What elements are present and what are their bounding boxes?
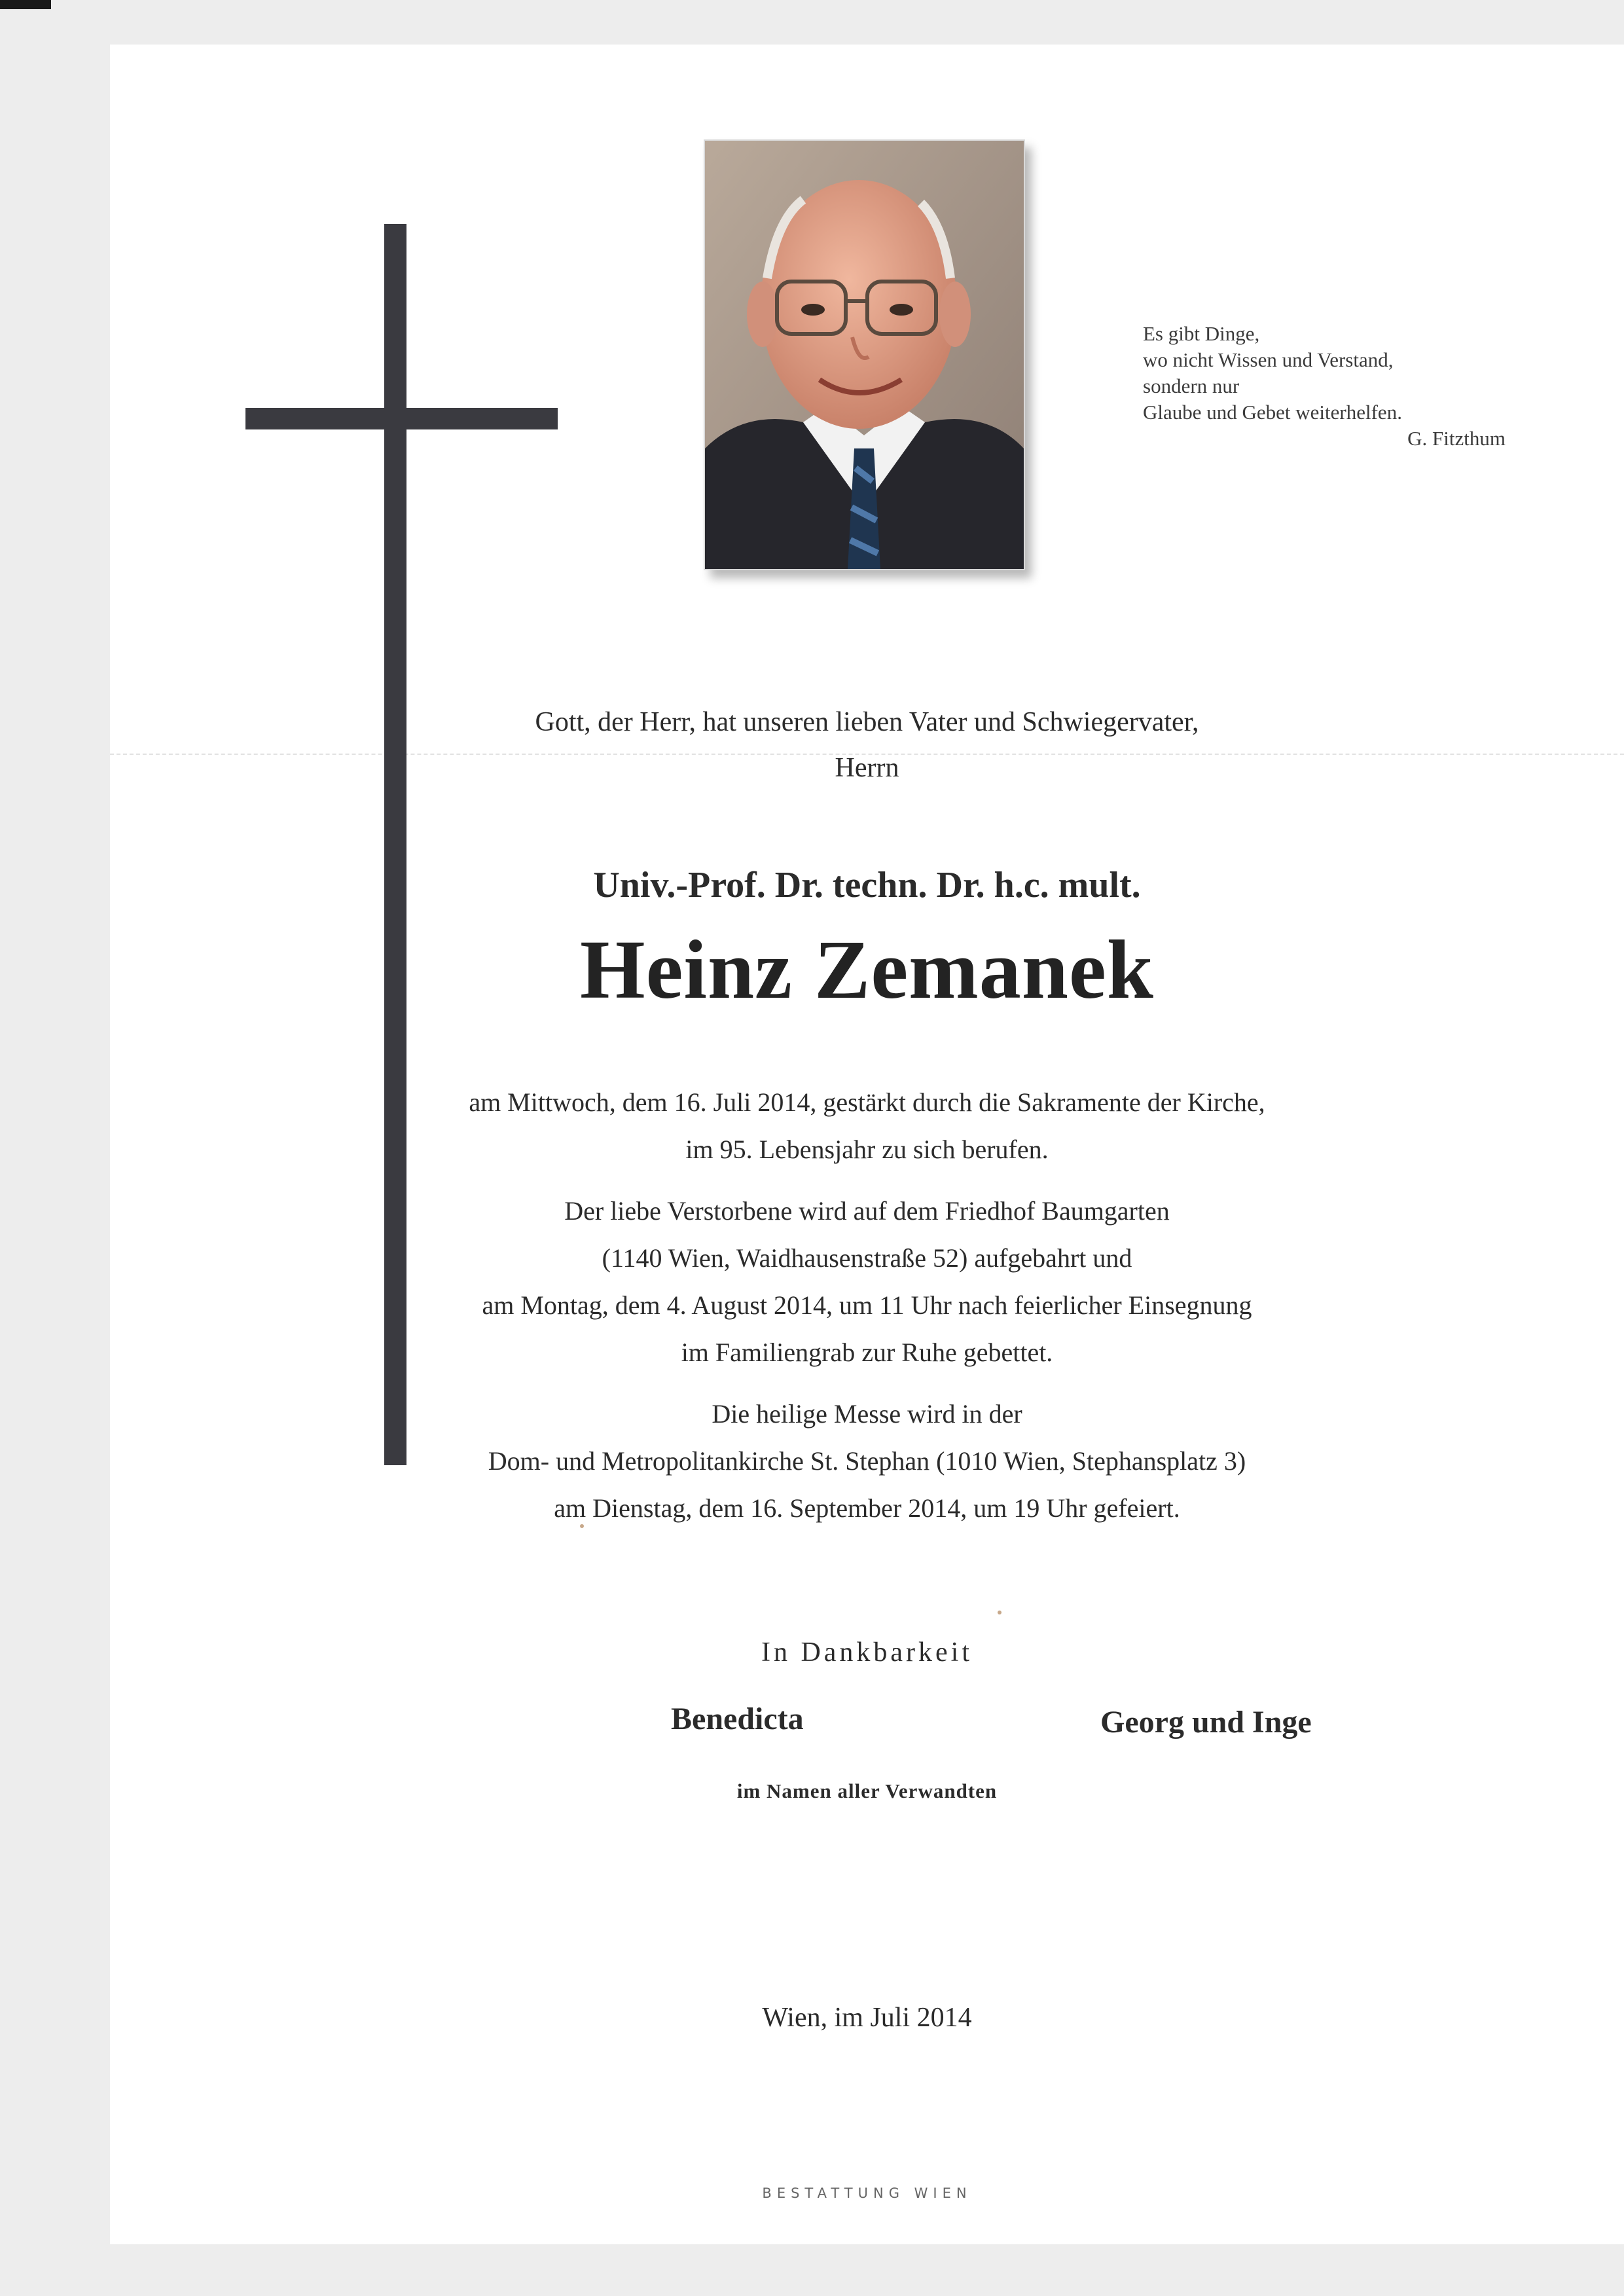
- quote-line: Glaube und Gebet weiterhelfen.: [1143, 401, 1402, 424]
- quote-line: Es gibt Dinge,: [1143, 322, 1260, 345]
- scan-edge-mark: [0, 0, 51, 9]
- burial-line: Der liebe Verstorbene wird auf dem Friedhof Baumgarten: [564, 1196, 1170, 1226]
- death-line: am Mittwoch, dem 16. Juli 2014, gestärkt durch die Sakramente der Kirche,: [469, 1087, 1265, 1117]
- place-date: Wien, im Juli 2014: [762, 2003, 972, 2033]
- death-line: im 95. Lebensjahr zu sich berufen.: [685, 1135, 1049, 1164]
- mass-line: Die heilige Messe wird in der: [712, 1399, 1022, 1429]
- burial-line: (1140 Wien, Waidhausenstraße 52) aufgebahrt und: [602, 1243, 1132, 1273]
- quote-author: G. Fitzthum: [1407, 427, 1506, 450]
- family-note: im Namen aller Verwandten: [736, 1779, 998, 1802]
- intro-line: Gott, der Herr, hat unseren lieben Vater und Schwiegervater,: [535, 707, 1199, 737]
- deceased-name: Heinz Zemanek: [580, 923, 1154, 1016]
- portrait-photo: [704, 139, 1025, 570]
- funeral-home-footer: BESTATTUNG WIEN: [762, 2185, 972, 2201]
- paper-speck: [998, 1611, 1001, 1614]
- paper-speck: [580, 1524, 584, 1528]
- epitaph-quote: [1143, 321, 1509, 452]
- academic-titles: Univ.-Prof. Dr. techn. Dr. h.c. mult.: [593, 865, 1141, 905]
- mourner-left: Benedicta: [671, 1702, 804, 1736]
- details-block: [110, 1079, 1624, 1532]
- burial-line: im Familiengrab zur Ruhe gebettet.: [681, 1338, 1053, 1367]
- mass-line: am Dienstag, dem 16. September 2014, um 19 Uhr gefeiert.: [554, 1493, 1180, 1523]
- quote-line: sondern nur: [1143, 374, 1240, 397]
- burial-line: am Montag, dem 4. August 2014, um 11 Uhr nach feierlicher Einsegnung: [482, 1290, 1252, 1320]
- gratitude-heading: In Dankbarkeit: [761, 1637, 973, 1667]
- intro-block: [110, 699, 1624, 791]
- mass-line: Dom- und Metropolitankirche St. Stephan (1010 Wien, Stephansplatz 3): [488, 1446, 1246, 1476]
- salutation: Herrn: [835, 753, 899, 783]
- parte-sheet: [110, 45, 1624, 2244]
- quote-line: wo nicht Wissen und Verstand,: [1143, 348, 1394, 371]
- cross-horizontal-beam: [245, 408, 558, 429]
- mourner-right: Georg und Inge: [1100, 1705, 1312, 1740]
